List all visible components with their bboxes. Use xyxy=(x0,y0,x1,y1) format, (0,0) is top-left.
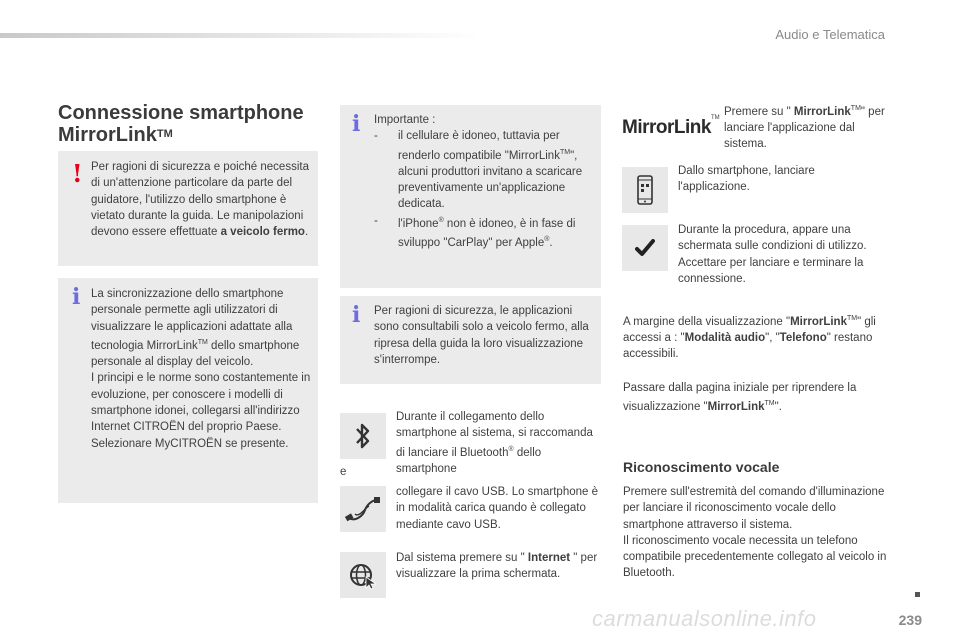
smartphone-icon xyxy=(635,175,655,205)
margin-text: A margine della visualizzazione "MirrorLink™" gli accessi a : "Modalità audio", "Telefono" restano accessibili. xyxy=(623,315,876,361)
checkmark-icon xyxy=(635,239,655,257)
sync-text: La sincronizzazione dello smartphone personale permette agli utilizzatori di visualizzare le applicazioni adattate alla tecnologia MirrorLink™ dello smartphone personale al display del veicolo. I principi e le norme sono costantemente in evoluzione, per conoscere i modelli di smartphone idonei, collegarsi all'indirizzo Internet CITROËN del proprio Paese. Selezionare MyCITROËN se presente. xyxy=(91,288,311,450)
safety-text: Per ragioni di sicurezza, le applicazioni sono consultabili solo a veicolo fermo, alla ripresa della guida la loro visualizzazione s'interrompe. xyxy=(374,305,589,366)
important-text: Importante : - il cellulare è idoneo, tuttavia per renderlo compatibile "MirrorLink™", alcuni produttori invitano a scaricare preventivamente un'applicazione dedicata. - l'iPhone® non è idoneo, è in fase di sviluppo "CarPlay" per Apple®. xyxy=(374,112,596,251)
internet-text: Dal sistema premere su " Internet " per visualizzare la prima schermata. xyxy=(396,552,598,581)
bluetooth-icon xyxy=(352,421,374,451)
usb-cable-icon xyxy=(345,494,381,524)
watermark: carmanualsonline.info xyxy=(592,606,817,631)
info-icon: i xyxy=(352,111,361,137)
warning-icon: ! xyxy=(72,159,83,188)
mirrorlink-logo-box: MirrorLink ™ xyxy=(622,105,718,151)
voice-recognition-text: Premere sull'estremità del comando d'illuminazione per lanciare il riconoscimento vocale dello smartphone attraverso il sistema. Il riconoscimento vocale necessita un telefono compatibile precedentemente collegato al veicolo in Bluetooth. xyxy=(623,486,887,580)
smartphone-icon-box xyxy=(622,167,668,213)
usb-icon-box xyxy=(340,486,386,532)
info-box-safety xyxy=(340,296,601,384)
section-header: Audio e Telematica xyxy=(775,27,885,42)
return-text: Passare dalla pagina iniziale per riprendere la visualizzazione "MirrorLink™". xyxy=(623,382,857,414)
mirrorlink-logo: MirrorLink xyxy=(622,117,711,138)
page-marker xyxy=(915,592,920,597)
accept-text: Durante la procedura, appare una schermata sulle condizioni di utilizzo. Accettare per lanciare e terminare la connessione. xyxy=(678,224,867,285)
info-box-sync xyxy=(58,278,318,503)
internet-icon-box xyxy=(340,552,386,598)
list-item: - il cellulare è idoneo, tuttavia per renderlo compatibile "MirrorLink™", alcuni produttori invitano a scaricare preventivamente un'applicazione dedicata. xyxy=(374,130,583,211)
info-icon: i xyxy=(72,284,81,310)
page-number: 239 xyxy=(898,612,922,628)
voice-recognition-title: Riconoscimento vocale xyxy=(623,459,780,475)
usb-text: collegare il cavo USB. Lo smartphone è in modalità carica quando è collegato mediante cavo USB. xyxy=(396,486,598,531)
info-icon: i xyxy=(352,302,361,328)
and-label: e xyxy=(340,466,347,478)
checkmark-icon-box xyxy=(622,225,668,271)
warning-text: Per ragioni di sicurezza e poiché necessita di un'attenzione particolare da parte del guidatore, l'utilizzo dello smartphone è vietato durante la guida. Le manipolazioni devono essere effettuate a veicolo fermo. xyxy=(91,161,309,239)
info-box-important xyxy=(340,105,601,288)
page-title: Connessione smartphone MirrorLink™ xyxy=(58,102,304,146)
warning-box xyxy=(58,151,318,266)
list-item: - l'iPhone® non è idoneo, è in fase di sviluppo "CarPlay" per Apple®. xyxy=(374,214,576,249)
header-bar xyxy=(0,33,480,38)
bluetooth-text: Durante il collegamento dello smartphone al sistema, si raccomanda di lanciare il Bluetooth® dello smartphone xyxy=(396,411,593,475)
bluetooth-icon-box xyxy=(340,413,386,459)
press-mirrorlink-text: Premere su " MirrorLink™" per lanciare l'applicazione dal sistema. xyxy=(724,105,885,151)
launch-app-text: Dallo smartphone, lanciare l'applicazione. xyxy=(678,165,815,194)
globe-icon xyxy=(348,560,378,590)
